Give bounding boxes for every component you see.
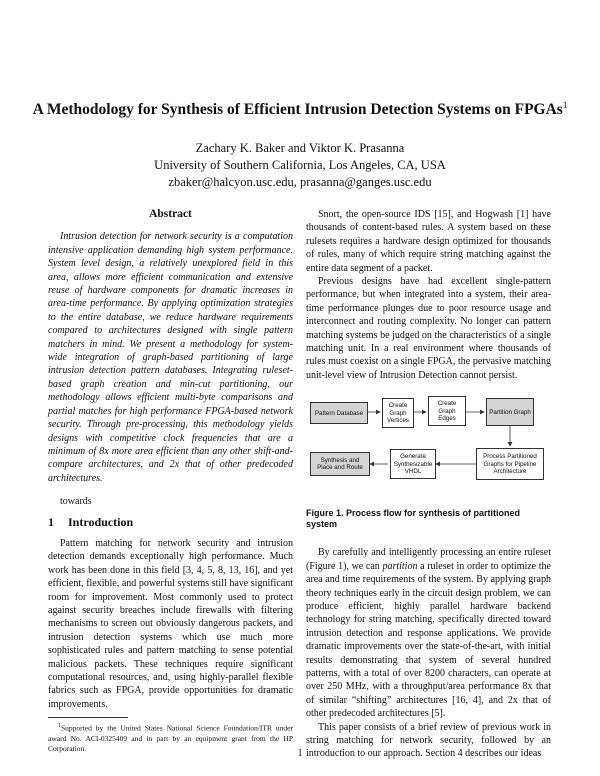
box-pattern-database: Pattern Database [310,402,368,424]
box-generate-vhdl: Generate Synthesizable VHDL [390,449,436,479]
figure-caption: Figure 1. Process flow for synthesis of partitioned system [306,508,521,530]
box-create-edges: Create Graph Edges [428,396,466,426]
footnote-mark: 1 [58,723,61,730]
section-title: Introduction [68,514,134,529]
right-paragraph-3 [306,546,551,720]
section-number: 1 [48,514,54,529]
stray-word: towards [60,496,92,508]
footnote-text: Supported by the United States National Science Foundation/ITR under award No. ACI-0325409 and in part by an equipment grant from the HP Corporation. [48,723,293,753]
page-number: 1 [297,748,303,759]
box-synthesis: Synthesis and Place and Route [310,452,370,476]
right-column [306,208,551,761]
title-text: A Methodology for Synthesis of Efficient Intrusion Detection Systems on FPGAs [32,101,563,119]
box-partition-graph: Partition Graph [486,398,534,426]
intro-paragraph: Pattern matching for network security and intrusion detection demands exceptionally high performance. Much work has been done in this field [3, 4, 5, 8, 13, 16], and yet efficient, flexible, and powerful systems still have significant room for improvement. Most commonly used to protect against security breaches include firewalls with filtering mechanisms to screen out obviously dangerous packets, and intrusion detection systems which use much more sophisticated rules and pattern matching to sense potential malicious packets. These techniques require significant computational resources, and, using highly-parallel flexible fabrics such as FPGA, provide opportunities for dramatic improvements. [48,537,293,710]
title-footnote-mark: 1 [562,100,568,110]
footnote-rule [48,717,128,718]
section-heading-introduction [48,516,293,529]
process-flow-diagram [306,392,551,502]
author-emails: zbaker@halcyon.usc.edu, prasanna@ganges.usc.edu [168,175,432,189]
right-paragraph-2: Previous designs have had excellent single-pattern performance, but when integrated into a system, their area-time performance plunges due to poor resource usage and interconnect and routing complexity. No longer can pattern matching systems be judged on the characteristics of a single matching unit. In a real environment where thousands of rules must coexist on a single FPGA, the pervasive matching unit-level view of Intrusion Detection cannot persist. [306,276,551,381]
author-names: Zachary K. Baker and Viktor K. Prasanna [195,141,405,155]
abstract-heading: Abstract [149,208,192,220]
paper-title [0,100,600,119]
para3-start: By carefully and intelligently processing an entire ruleset (Figure 1), we can [306,547,551,572]
left-column [48,208,293,754]
para3-emphasis: partition [382,560,418,572]
para3-rest: a ruleset in order to optimize the area and time requirements of the system. By applying graph theory techniques early in the circuit design problem, we can produce efficient, highly parallel hardware backend technology for string matching, specifically directed toward intrusion detection and response applications. We provide dramatic improvements over the state-of-the-art, with initial results demonstrating that system of several hundred patterns, with a total of over 8200 characters, can operate at over 250 MHz, with a throughput/area performance 8x that of similar “shifting” architectures [16, 4], and 2x that of other predecoded architectures [5]. [306,560,551,720]
author-block [0,140,600,191]
box-process-partitioned: Process Partitioned Graphs for Pipeline Architecture [476,448,544,480]
right-paragraph-1: Snort, the open-source IDS [15], and Hogwash [1] have thousands of content-based rules. A system based on these rulesets requires a hardware design optimized for thousands of rules, many of which require string matching against the entire data segment of a packet. [306,209,551,274]
right-paragraph-4: This paper consists of a brief review of previous work in string matching for network security, followed by an introduction to our approach. Section 4 describes our ideas [306,721,551,760]
author-affiliation: University of Southern California, Los Angeles, CA, USA [154,158,446,172]
abstract-body: Intrusion detection for network security is a computation intensive application demanding high system performance. System level design, a relatively unexplored field in this area, allows more efficient communication and extensive reuse of hardware components for dramatic increases in area-time performance. By applying optimization strategies to the entire database, we reduce hardware requirements compared to architectures designed with single pattern matchers in mind. We present a methodology for system-wide integration of graph-based partitioning of large intrusion detection pattern databases. Integrating ruleset-based graph creation and min-cut partitioning, our methodology allows efficient multi-byte comparisons and partial matches for high performance FPGA-based network security. Through pre-processing, this methodology yields designs with competitive clock frequencies that are a minimum of 8x more area efficient than any other shift-and-compare architectures, and 2x that of other predecoded architectures. [48,231,293,484]
box-create-vertices: Create Graph Vertices [382,398,414,428]
